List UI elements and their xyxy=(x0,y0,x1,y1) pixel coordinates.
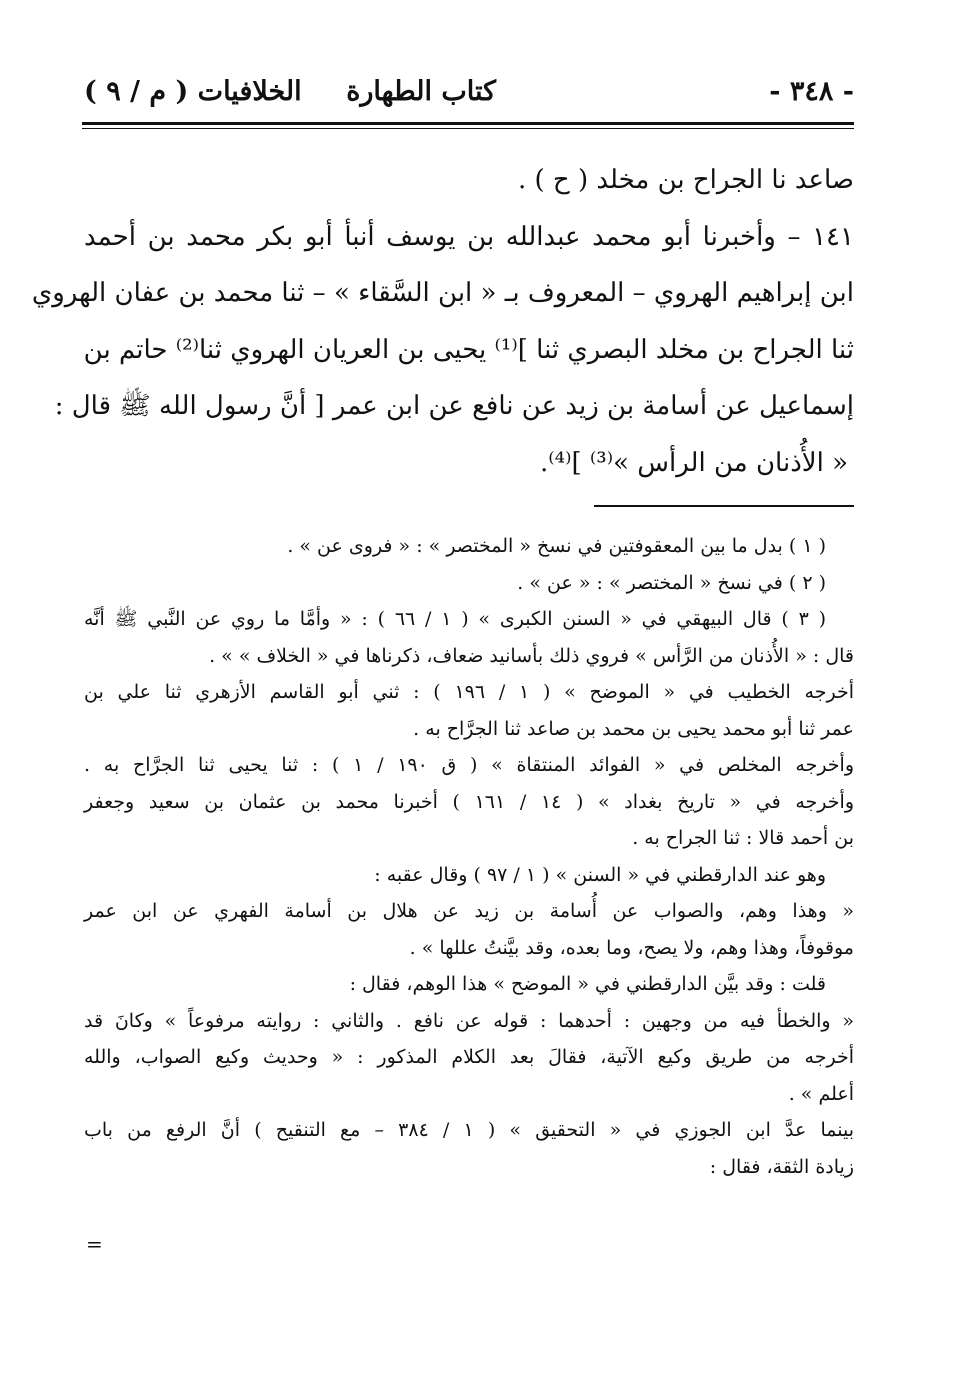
footnote-line: عمر ثنا أبو محمد يحيى بن محمد بن صاعد ثنا الجرَّاح به . xyxy=(413,717,854,740)
page-header xyxy=(84,72,854,112)
page-number: - ٣٤٨ - xyxy=(769,76,854,107)
footnote-line: وأخرجه المخلص في « الفوائد المنتقاة » ( ق ١٩٠ / ١ ) : ثنا يحيى ثنا الجرَّاح به . xyxy=(84,754,855,776)
footnote-line: « والخطأ فيه من وجهين : أحدهما : قوله عن نافع . والثاني : روايته مرفوعاً » وكانَ قد xyxy=(84,1009,854,1032)
main-line: ابن إبراهيم الهروي – المعروف بـ « ابن السَّقاء » – ثنا محمد بن عفان الهروي xyxy=(31,278,854,308)
footnote-line: موقوفاً، وهذا وهم، ولا يصح، وما بعده، وقد بيَّنتُ عللها » . xyxy=(409,936,854,959)
footnote-line: زيادة الثقة، فقال : xyxy=(709,1155,854,1178)
continuation-mark: = xyxy=(86,1232,103,1256)
main-line: ١٤١ – وأخبرنا أبو محمد عبدالله بن يوسف أنبأ أبو بكر محمد بن أحمد xyxy=(84,221,854,252)
footnote-line: قلت : وقد بيَّن الدارقطني في « الموضح » هذا الوهم، فقال : xyxy=(349,973,826,995)
main-line: إسماعيل عن أسامة بن زيد عن نافع عن ابن عمر [ أنَّ رسول الله ﷺ قال : xyxy=(54,391,854,421)
footnote-line: بن أحمد قالا : ثنا الجراح به . xyxy=(632,827,854,849)
footnote-line: ( ٣ ) قال البيهقي في « السنن الكبرى » ( ١ / ٦٦ ) : « وأمَّا ما روي عن النَّبي ﷺ أنَّه xyxy=(84,608,827,630)
footnote-line: ( ١ ) بدل ما بين المعقوفتين في نسخ « المختصر » : « فروى عن » . xyxy=(287,535,826,557)
footnote-line: بينما عدَّ ابن الجوزي في « التحقيق » ( ١ / ٣٨٤ – مع التنقيح ) أنَّ الرفع من باب xyxy=(84,1119,854,1141)
book-title: كتاب الطهارة xyxy=(346,76,496,107)
footnote-line: قال : « الأُذنان من الرَّأس » فروي ذلك بأسانيد ضعاف، ذكرناها في « الخلاف » » . xyxy=(209,644,854,667)
main-line: « الأُذنان من الرأس »⁽³⁾ ]⁽⁴⁾. xyxy=(539,447,848,478)
footnote-line: أعلم » . xyxy=(788,1082,854,1105)
main-line: ثنا الجراح بن مخلد البصري ثنا ]⁽¹⁾ يحيى بن العريان الهروي ثنا⁽²⁾ حاتم بن xyxy=(83,334,854,365)
footnote-line: أخرجه الخطيب في « الموضح » ( ١ / ١٩٦ ) : ثني أبو القاسم الأزهري ثنا علي بن xyxy=(84,681,854,703)
footnote-separator xyxy=(594,505,854,507)
header-rule-thick xyxy=(82,122,854,125)
main-line: صاعد نا الجراح بن مخلد ( ح ) . xyxy=(517,165,854,195)
footnote-line: ( ٢ ) في نسخ « المختصر » : « عن » . xyxy=(517,571,826,594)
header-rule-thin xyxy=(82,128,854,129)
footnotes xyxy=(84,528,854,1185)
footnote-line: وأخرجه في « تاريخ بغداد » ( ١٤ / ١٦١ ) أخبرنا محمد بن عثمان بن سعيد وجعفر xyxy=(84,790,854,813)
section-title: الخلافيات ( م / ٩ ) xyxy=(84,76,302,107)
footnote-line: أخرجه من طريق وكيع الآتية، فقالَ بعد الكلام المذكور : « وحديث وكيع الصواب، والله xyxy=(84,1046,854,1068)
main-text xyxy=(31,152,854,491)
footnote-line: « وهذا وهم، والصواب عن أُسامة بن زيد عن هلال بن أسامة الفهري عن ابن عمر xyxy=(84,900,854,922)
footnote-line: وهو عند الدارقطني في « السنن » ( ١ / ٩٧ ) وقال عقبه : xyxy=(374,863,826,886)
